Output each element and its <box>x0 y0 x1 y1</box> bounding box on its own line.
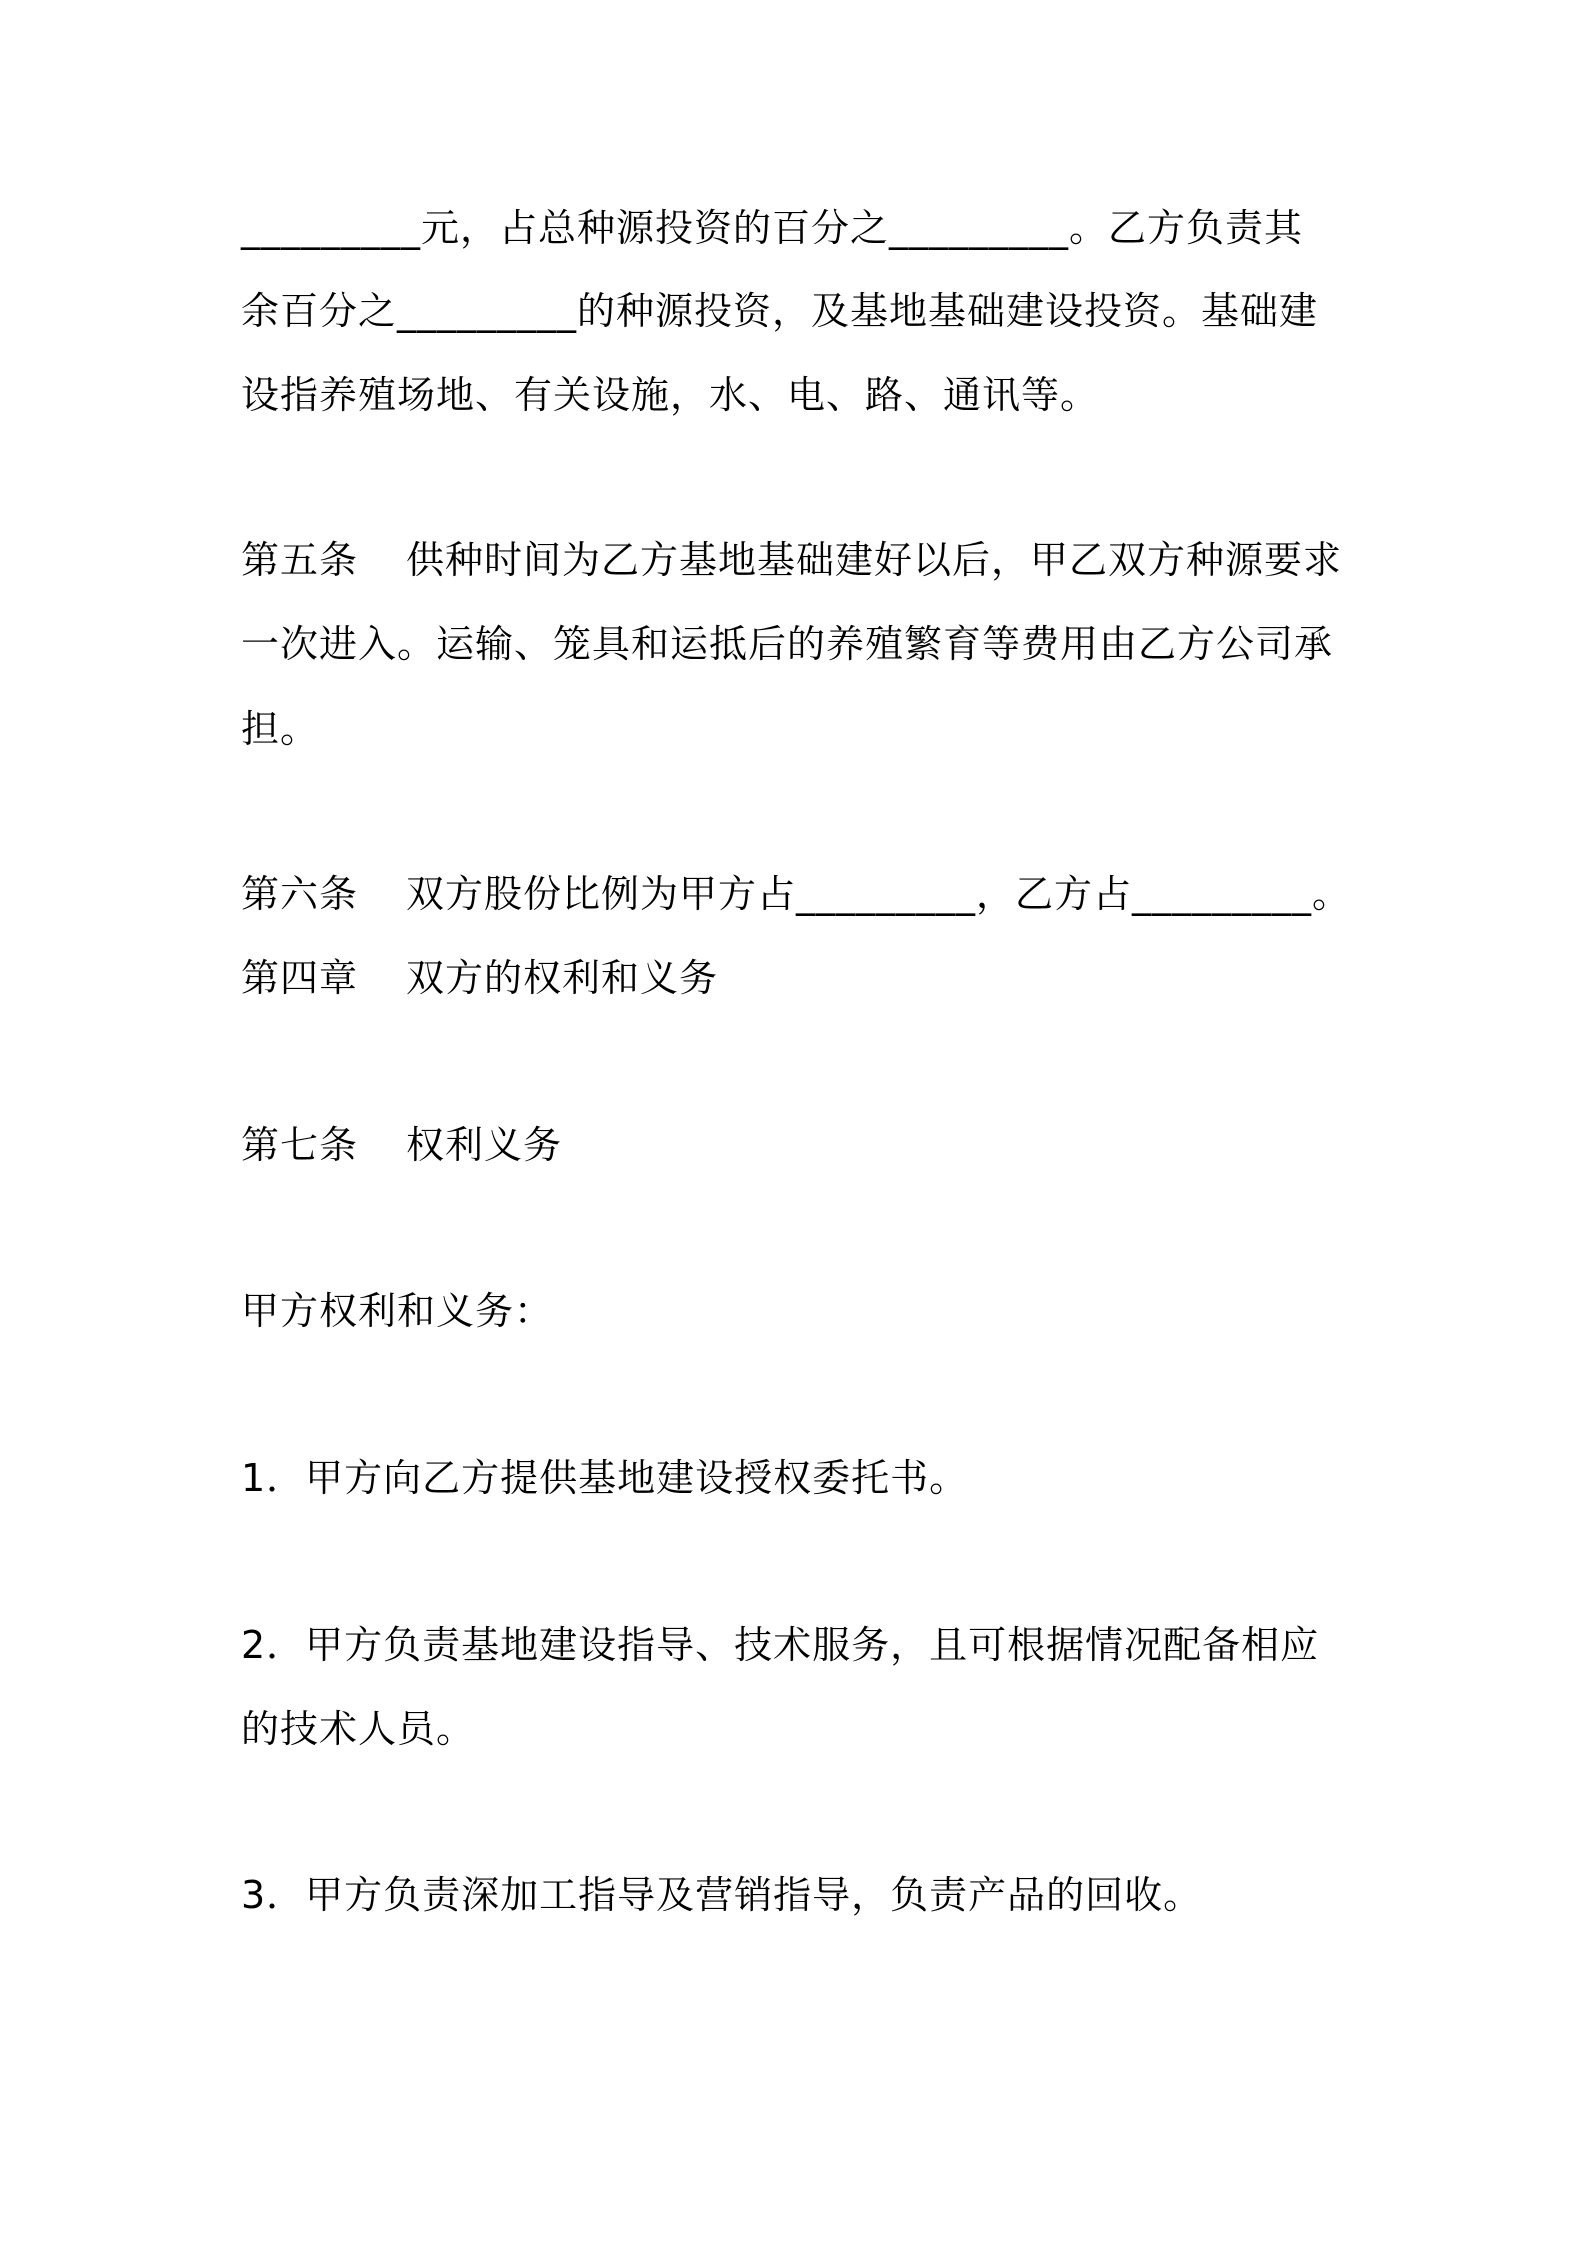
list-item: 1．甲方向乙方提供基地建设授权委托书。 <box>241 1456 969 1500</box>
paragraph-line: 设指养殖场地、有关设施，水、电、路、通讯等。 <box>241 373 1100 417</box>
party-a-heading: 甲方权利和义务： <box>241 1289 554 1333</box>
article-5-text: 供种时间为乙方基地基础建好以后，甲乙双方种源要求 <box>406 538 1343 582</box>
list-item: 3．甲方负责深加工指导及营销指导，负责产品的回收。 <box>241 1873 1203 1917</box>
chapter-4-title: 双方的权利和义务 <box>406 956 719 1000</box>
article-7-line <box>241 1120 1561 1170</box>
paragraph-line: 一次进入。运输、笼具和运抵后的养殖繁育等费用由乙方公司承 <box>241 622 1334 666</box>
list-item-continuation: 的技术人员。 <box>241 1707 476 1751</box>
article-7-number: 第七条 <box>241 1123 359 1167</box>
article-6-text: 双方股份比例为甲方占_________，乙方占_________。 <box>406 872 1352 916</box>
paragraph-line: _________元，占总种源投资的百分之_________。乙方负责其 <box>241 206 1304 250</box>
article-6-number: 第六条 <box>241 872 359 916</box>
paragraph-line: 余百分之_________的种源投资，及基地基础建设投资。基础建 <box>241 289 1319 333</box>
article-7-text: 权利义务 <box>406 1123 563 1167</box>
list-item: 2．甲方负责基地建设指导、技术服务，且可根据情况配备相应 <box>241 1623 1320 1667</box>
paragraph-line: 担。 <box>241 707 320 751</box>
chapter-4-number: 第四章 <box>241 956 359 1000</box>
chapter-4-heading <box>241 953 1561 1003</box>
article-6-line <box>241 869 1561 919</box>
article-5-number: 第五条 <box>241 538 359 582</box>
article-5-line <box>241 535 1561 585</box>
